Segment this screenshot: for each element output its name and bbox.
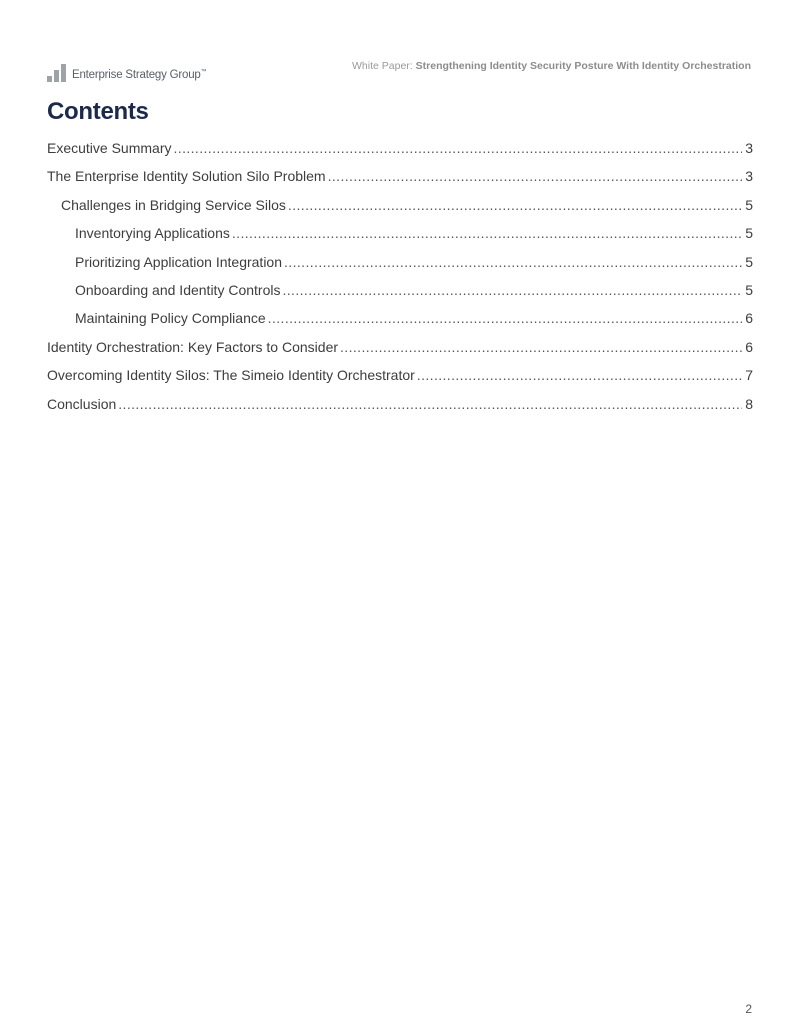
toc-entry-policy-compliance[interactable]: Maintaining Policy Compliance ..... 6 bbox=[47, 310, 753, 338]
toc-entry-executive-summary[interactable]: Executive Summary ..... 3 bbox=[47, 140, 753, 168]
toc-entry-onboarding[interactable]: Onboarding and Identity Controls ..... 5 bbox=[47, 282, 753, 310]
doc-type-label: White Paper: bbox=[352, 60, 416, 72]
contents-heading: Contents bbox=[47, 98, 149, 125]
company-logo bbox=[47, 62, 206, 82]
logo-text: Enterprise Strategy Group™ bbox=[72, 69, 207, 81]
bar-chart-logo-icon bbox=[47, 64, 66, 82]
toc-entry-simeio-orchestrator[interactable]: Overcoming Identity Silos: The Simeio Identity Orchestrator ..... 7 bbox=[47, 367, 753, 395]
page-header bbox=[47, 58, 751, 82]
doc-title-text: Strengthening Identity Security Posture With Identity Orchestration bbox=[415, 60, 751, 72]
toc-entry-key-factors[interactable]: Identity Orchestration: Key Factors to Consider ..... 6 bbox=[47, 339, 753, 367]
toc-entry-bridging-silos[interactable]: Challenges in Bridging Service Silos ..... 5 bbox=[47, 197, 753, 225]
table-of-contents bbox=[47, 140, 753, 424]
page-number: 2 bbox=[745, 1002, 752, 1016]
toc-entry-silo-problem[interactable]: The Enterprise Identity Solution Silo Problem ..... 3 bbox=[47, 168, 753, 196]
document-title bbox=[352, 60, 751, 72]
toc-entry-conclusion[interactable]: Conclusion ..... 8 bbox=[47, 396, 753, 424]
toc-entry-inventorying[interactable]: Inventorying Applications ..... 5 bbox=[47, 225, 753, 253]
toc-entry-prioritizing[interactable]: Prioritizing Application Integration ..... 5 bbox=[47, 254, 753, 282]
